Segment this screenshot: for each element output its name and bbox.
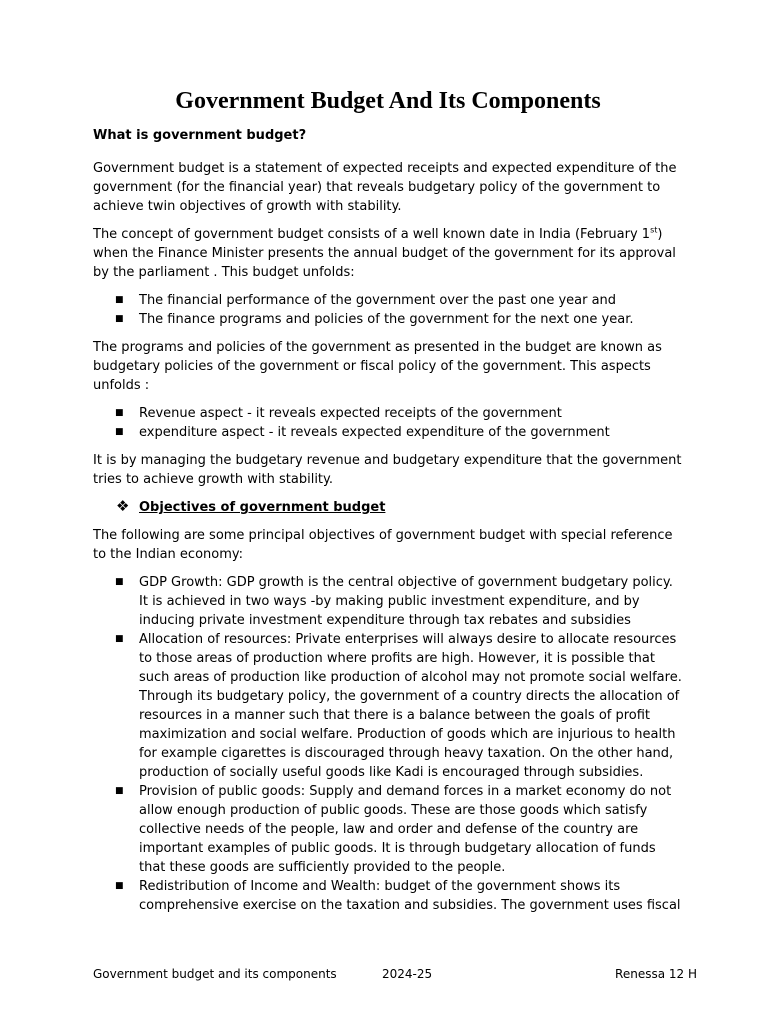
diamond-bullet-icon: ❖ [116, 497, 130, 515]
paragraph-budget-date [93, 225, 683, 282]
list-item [93, 291, 683, 310]
list-item [93, 423, 683, 442]
paragraph-fiscal-policy: The programs and policies of the government as presented in the budget are known as budgetary policies of the government or fiscal policy of the government. This aspects unfolds : [93, 340, 662, 393]
paragraph-objectives-intro: The following are some principal objectives of government budget with special reference to the Indian economy: [93, 528, 673, 562]
footer-title: Government budget and its components [93, 967, 337, 981]
list-item [93, 877, 683, 915]
square-bullet-icon: ■ [115, 427, 124, 437]
square-bullet-icon: ■ [115, 881, 124, 891]
document-body [93, 84, 683, 924]
section-question: What is government budget? [93, 128, 307, 143]
square-bullet-icon: ■ [115, 786, 124, 796]
paragraph-budget-date-part-b: ) when the Finance Minister presents the annual budget of the government for its approval by the parliament . This budget unfolds: [93, 227, 676, 280]
list-item-text: The finance programs and policies of the government for the next one year. [139, 312, 634, 327]
paragraph-growth-stability: It is by managing the budgetary revenue and budgetary expenditure that the government tries to achieve growth with stability. [93, 453, 682, 487]
list-item [93, 630, 683, 782]
list-item [93, 782, 683, 877]
list-item-text: The financial performance of the government over the past one year and [139, 293, 617, 308]
list-item [93, 404, 683, 423]
square-bullet-icon: ■ [115, 295, 124, 305]
superscript-st: st [650, 225, 658, 235]
bullet-list-unfolds [93, 291, 683, 329]
list-item-text: Redistribution of Income and Wealth: budget of the government shows its comprehensive exercise on the taxation and subsidies. The government uses fiscal [139, 879, 681, 913]
paragraph-budget-date-part-a: The concept of government budget consists of a well known date in India (February 1 [93, 227, 651, 242]
footer-author: Renessa 12 H [615, 967, 697, 981]
list-item-text: Allocation of resources: Private enterprises will always desire to allocate resources to those areas of production where profits are high. However, it is possible that such areas of production like production of alcohol may not promote social welfare. Through its budgetary policy, the government of a country directs the allocation of resources in a manner such that there is a balance between the goals of profit maximization and social welfare. Production of goods which are injurious to health for example cigarettes is discouraged through heavy taxation. On the other hand, production of socially useful goods like Kadi is encouraged through subsidies. [139, 632, 682, 780]
objectives-heading-text: Objectives of government budget [139, 500, 386, 515]
square-bullet-icon: ■ [115, 408, 124, 418]
list-item-text: Provision of public goods: Supply and demand forces in a market economy do not allow enough production of public goods. These are those goods which satisfy collective needs of the people, law and order and defense of the country are important examples of public goods. It is through budgetary allocation of funds that these goods are sufficiently provided to the people. [139, 784, 672, 875]
list-item-text: Revenue aspect - it reveals expected receipts of the government [139, 406, 562, 421]
page-title: Government Budget And Its Components [175, 88, 601, 114]
bullet-list-objectives [93, 573, 683, 915]
list-item [93, 310, 683, 329]
square-bullet-icon: ■ [115, 634, 124, 644]
square-bullet-icon: ■ [115, 577, 124, 587]
list-item [93, 573, 683, 630]
list-item-text: GDP Growth: GDP growth is the central objective of government budgetary policy. It is achieved in two ways -by making public investment expenditure, and by inducing private investment expenditure through tax rebates and subsidies [139, 575, 673, 628]
paragraph-definition: Government budget is a statement of expected receipts and expected expenditure of the government (for the financial year) that reveals budgetary policy of the government to achieve twin objectives of growth with stability. [93, 161, 677, 214]
bullet-list-aspects [93, 404, 683, 442]
footer-year: 2024-25 [382, 967, 433, 981]
objectives-heading [93, 498, 683, 517]
list-item-text: expenditure aspect - it reveals expected expenditure of the government [139, 425, 610, 440]
square-bullet-icon: ■ [115, 314, 124, 324]
page-footer [93, 965, 697, 983]
